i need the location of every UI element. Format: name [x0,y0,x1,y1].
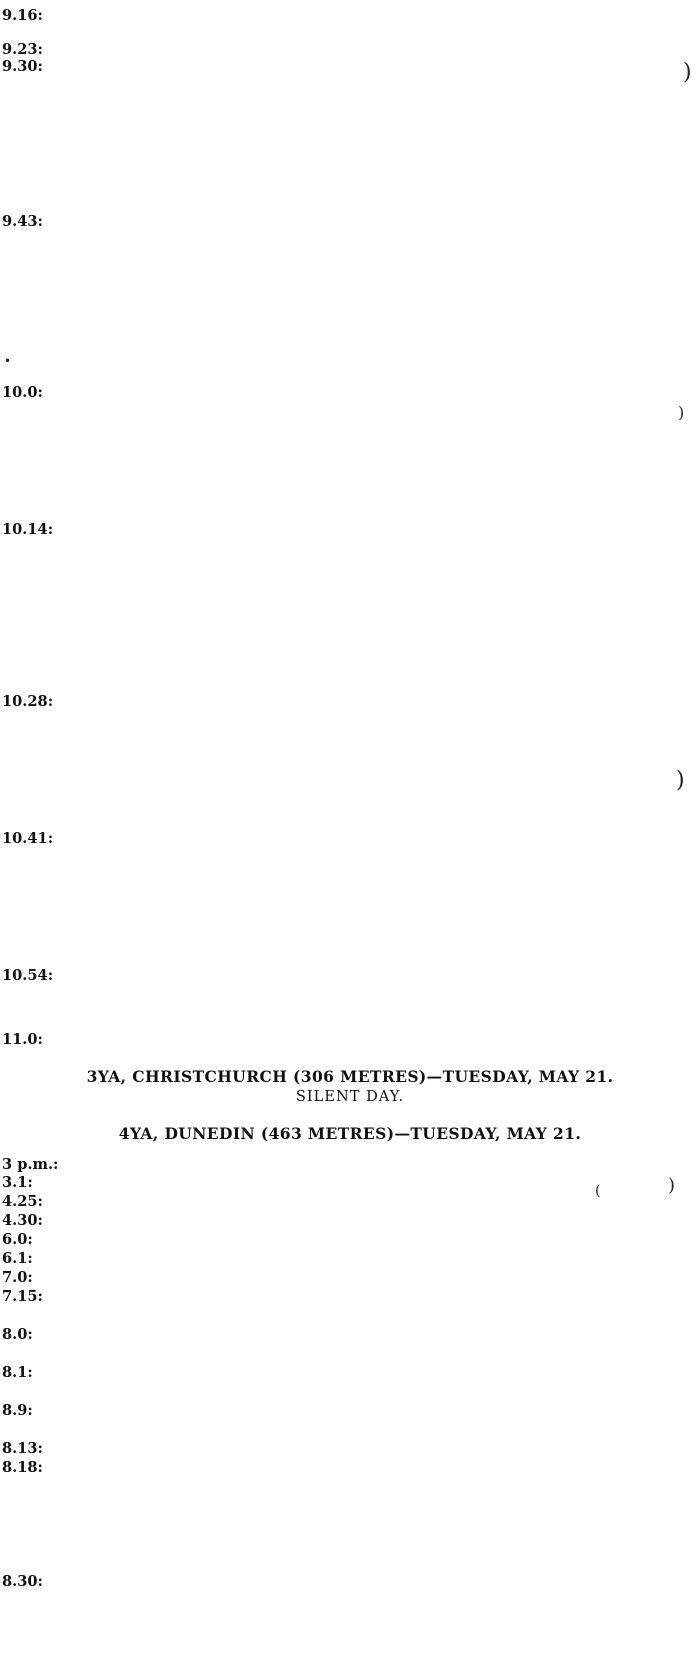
programme-entry [0,589,690,627]
print-mark: ) [668,1175,676,1196]
programme-entry [0,623,690,661]
print-mark: ) [678,403,685,422]
programme-entry [0,829,690,867]
programme-entry [0,75,690,113]
programme-entry [0,897,690,935]
entry-time: 8.9: [2,1402,33,1419]
entry-time: 9.30: [2,58,43,75]
programme-entry [0,1030,690,1049]
entry-time: 9.16: [2,7,43,24]
print-mark: • [4,354,12,368]
entry-time: 7.0: [2,1269,33,1286]
entry-time: 4.25: [2,1193,43,1210]
station-heading-4ya: 4YA, DUNEDIN (463 METRES)—TUESDAY, MAY 21. [118,1124,582,1143]
programme-entry [0,1230,690,1249]
programme-entry [0,1477,690,1515]
print-mark: ( [595,1183,601,1199]
programme-entry [0,383,690,421]
programme-entry [0,246,690,284]
programme-entry [0,657,690,695]
programme-entry [0,863,690,901]
programme-entry [0,554,690,592]
entry-time: 10.14: [2,521,54,538]
entry-time: 10.0: [2,384,43,401]
entry-time: 9.23: [2,41,43,58]
entry-time: 6.0: [2,1231,33,1248]
programme-entry [0,760,690,798]
programme-entry [0,931,690,969]
entry-time: 9.43: [2,213,43,230]
programme-entry [0,280,690,318]
programme-entry [0,1363,690,1382]
programme-entry [0,966,690,1004]
entry-time: 6.1: [2,1250,33,1267]
programme-entry [0,1249,690,1268]
entry-time: 4.30: [2,1212,43,1229]
programme-entry [0,1344,690,1363]
programme-entry [0,1401,690,1439]
print-mark: ) [676,768,685,793]
programme-entry [0,1458,690,1477]
programme-entry [0,794,690,832]
programme-entry [0,177,690,215]
programme-entry [0,1173,690,1192]
programme-entry [0,212,690,250]
programme-entry [0,1211,690,1230]
programme-entry [0,417,690,455]
programme-entry [0,1382,690,1401]
programme-entry [0,1287,690,1325]
station-subheading-3ya: SILENT DAY. [295,1088,405,1105]
programme-entry [0,726,690,764]
programme-entry [0,692,690,730]
programme-entry [0,109,690,147]
entry-time: 10.28: [2,693,54,710]
programme-entry [0,1439,690,1458]
entry-time: 3.1: [2,1174,33,1191]
programme-entry [0,1268,690,1287]
programme-entry [0,349,690,387]
entry-time: 10.41: [2,830,54,847]
programme-entry [0,1155,690,1174]
entry-time: 10.54: [2,967,54,984]
station-heading-3ya: 3YA, CHRISTCHURCH (306 METRES)—TUESDAY, MAY 21. [86,1067,614,1086]
programme-entry [0,143,690,181]
programme-entry [0,314,690,352]
programme-entry [0,57,690,76]
programme-entry [0,1572,690,1610]
programme-entry [0,1325,690,1344]
entry-time: 7.15: [2,1288,43,1305]
entry-time: 8.0: [2,1326,33,1343]
entry-time: 8.13: [2,1440,43,1457]
programme-entry [0,520,690,558]
entry-time: 8.18: [2,1459,43,1476]
programme-entry [0,1515,690,1572]
entry-time: 8.30: [2,1573,43,1590]
entry-time: 11.0: [2,1031,43,1048]
programme-entry [0,486,690,524]
entry-time: 8.1: [2,1364,33,1381]
print-mark: ) [683,60,692,85]
programme-entry [0,6,690,44]
entry-time: 3 p.m.: [2,1156,59,1173]
programme-entry [0,452,690,490]
programme-entry [0,1192,690,1211]
